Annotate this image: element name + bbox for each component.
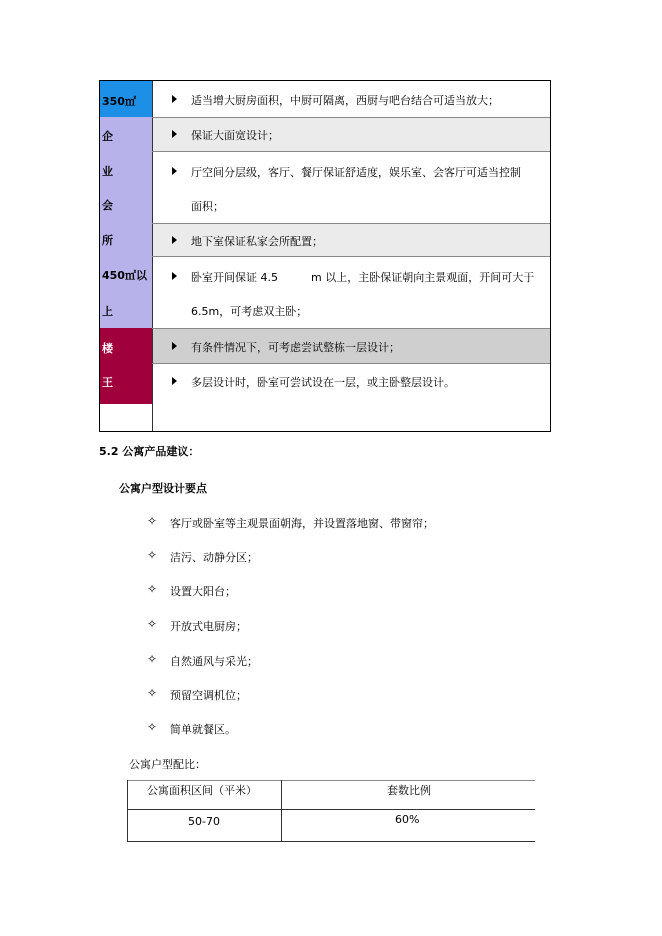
bullet-icon: ✧ — [147, 514, 158, 528]
bullet-icon: ✧ — [147, 720, 158, 734]
table-header: 套数比例 — [387, 784, 431, 797]
arrow-right-icon — [172, 236, 177, 244]
arrow-right-icon — [172, 272, 177, 280]
row-divider — [152, 363, 550, 364]
spec-row-text: 适当增大厨房面积，中厨可隔离，西厨与吧台结合可适当放大； — [191, 94, 499, 107]
row-divider — [152, 256, 550, 257]
table-cell: 50-70 — [188, 815, 220, 828]
row-divider — [152, 223, 550, 224]
bullet-icon: ✧ — [147, 582, 158, 596]
row-divider — [152, 117, 550, 118]
side-label-350: 350㎡ — [102, 95, 136, 108]
side-label-char: 上 — [102, 305, 113, 318]
table-header: 公寓面积区间（平米） — [147, 784, 257, 797]
bullet-icon: ✧ — [147, 686, 158, 700]
row-divider — [152, 151, 550, 152]
arrow-right-icon — [172, 130, 177, 138]
side-label-char: 业 — [102, 165, 113, 178]
arrow-right-icon — [172, 95, 177, 103]
spec-row — [152, 117, 550, 151]
design-point: 预留空调机位； — [170, 689, 247, 702]
side-label-char: 企 — [102, 130, 113, 143]
table-rule — [127, 809, 535, 810]
design-point: 开放式电厨房； — [170, 620, 247, 633]
section-subtitle: 公寓户型设计要点 — [119, 482, 207, 495]
row-divider — [152, 328, 550, 329]
spec-row — [152, 151, 550, 223]
side-label-char: 王 — [102, 376, 113, 389]
side-block-350 — [100, 81, 152, 118]
side-block-club — [100, 117, 152, 329]
arrow-right-icon — [172, 377, 177, 385]
design-point: 客厅或卧室等主观景面朝海，并设置落地窗、带窗帘； — [170, 517, 434, 530]
section-title: 5.2 公寓产品建议： — [99, 445, 200, 458]
spec-row-text: 保证大面宽设计； — [191, 129, 279, 142]
spec-row-text: 6.5m，可考虑双主卧； — [191, 305, 308, 318]
side-block-flagship — [100, 328, 152, 404]
side-label-char: 450㎡以 — [102, 269, 147, 282]
spec-table — [99, 80, 551, 432]
arrow-right-icon — [172, 342, 177, 350]
design-point: 洁污、动静分区； — [170, 551, 258, 564]
ratio-label: 公寓户型配比： — [129, 758, 206, 771]
design-point: 设置大阳台； — [170, 585, 236, 598]
table-rule — [127, 780, 535, 781]
table-rule — [127, 841, 535, 842]
side-label-char: 所 — [102, 234, 113, 247]
spec-row-text: 厅空间分层级，客厅、餐厅保证舒适度，娱乐室、会客厅可适当控制 — [191, 166, 521, 179]
spec-row — [152, 256, 550, 328]
spec-row — [152, 223, 550, 256]
spec-row-text: 面积； — [191, 200, 224, 213]
table-rule — [281, 780, 282, 842]
spec-row-text: 多层设计时，卧室可尝试设在一层，或主卧整层设计。 — [191, 376, 455, 389]
table-rule — [127, 780, 128, 842]
bullet-icon: ✧ — [147, 617, 158, 631]
design-point: 简单就餐区。 — [170, 723, 236, 736]
side-label-char: 会 — [102, 199, 113, 212]
spec-row-text: 有条件情况下，可考虑尝试整栋一层设计； — [191, 341, 400, 354]
spec-row — [152, 81, 550, 117]
design-point: 自然通风与采光； — [170, 655, 258, 668]
spec-row — [152, 363, 550, 431]
ratio-table — [127, 780, 535, 842]
side-label-char: 楼 — [102, 342, 113, 355]
table-cell: 60% — [395, 813, 420, 826]
spec-row — [152, 328, 550, 363]
spec-row-text: 卧室开间保证 4.5 m 以上，主卧保证朝向主景观面，开间可大于 — [191, 271, 535, 284]
bullet-icon: ✧ — [147, 548, 158, 562]
spec-row-text: 地下室保证私家会所配置； — [191, 235, 323, 248]
bullet-icon: ✧ — [147, 652, 158, 666]
arrow-right-icon — [172, 167, 177, 175]
